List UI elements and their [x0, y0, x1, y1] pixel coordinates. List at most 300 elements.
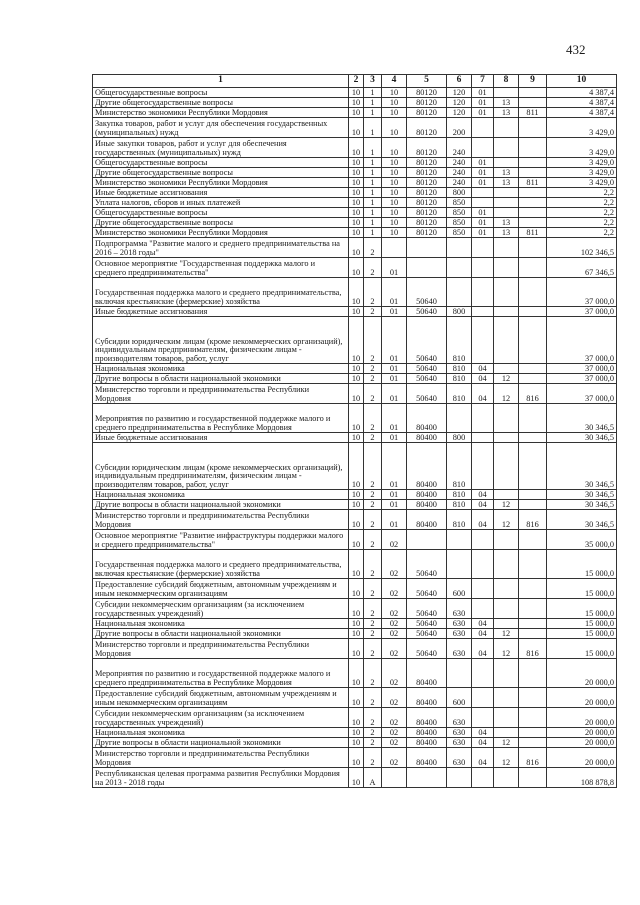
code-cell: 13: [494, 228, 519, 238]
code-cell: 2: [364, 404, 382, 433]
header-cell: 10: [547, 75, 617, 88]
table-row: [93, 364, 617, 374]
code-cell: 12: [494, 639, 519, 659]
amount-cell: 2,2: [547, 188, 617, 198]
code-cell: 13: [494, 218, 519, 228]
code-cell: 80400: [407, 500, 447, 510]
code-cell: [494, 118, 519, 138]
code-cell: 01: [472, 168, 494, 178]
code-cell: [447, 550, 472, 579]
code-cell: 80120: [407, 158, 447, 168]
code-cell: [472, 599, 494, 619]
code-cell: [407, 238, 447, 258]
code-cell: 01: [382, 258, 407, 278]
amount-cell: 20 000,0: [547, 728, 617, 738]
table-row: [93, 178, 617, 188]
code-cell: 02: [382, 550, 407, 579]
code-cell: [519, 768, 547, 788]
code-cell: 120: [447, 88, 472, 98]
code-cell: 10: [382, 218, 407, 228]
row-name-cell: Министерство торговли и предпринимательства Республики Мордовия: [93, 510, 349, 530]
row-name-cell: Другие вопросы в области национальной экономики: [93, 500, 349, 510]
code-cell: [472, 550, 494, 579]
code-cell: [472, 768, 494, 788]
amount-cell: 15 000,0: [547, 579, 617, 599]
code-cell: [472, 317, 494, 364]
code-cell: 80120: [407, 118, 447, 138]
table-row: [93, 228, 617, 238]
code-cell: 2: [364, 599, 382, 619]
header-cell: 5: [407, 75, 447, 88]
code-cell: 02: [382, 659, 407, 688]
amount-cell: 15 000,0: [547, 619, 617, 629]
code-cell: [472, 579, 494, 599]
code-cell: [447, 278, 472, 307]
code-cell: [519, 530, 547, 550]
code-cell: [472, 238, 494, 258]
code-cell: [494, 619, 519, 629]
table-row: [93, 659, 617, 688]
amount-cell: 30 346,5: [547, 443, 617, 490]
code-cell: 50640: [407, 579, 447, 599]
row-name-cell: Национальная экономика: [93, 619, 349, 629]
code-cell: 10: [382, 168, 407, 178]
code-cell: [472, 278, 494, 307]
table-row: [93, 278, 617, 307]
code-cell: 10: [349, 510, 364, 530]
amount-cell: 3 429,0: [547, 178, 617, 188]
code-cell: 2: [364, 238, 382, 258]
code-cell: [519, 738, 547, 748]
code-cell: 50640: [407, 317, 447, 364]
code-cell: 80120: [407, 208, 447, 218]
code-cell: 50640: [407, 364, 447, 374]
page-number: 432: [566, 42, 586, 57]
code-cell: [519, 258, 547, 278]
code-cell: [519, 88, 547, 98]
code-cell: 50640: [407, 629, 447, 639]
table-row: [93, 188, 617, 198]
code-cell: 816: [519, 639, 547, 659]
row-name-cell: Мероприятия по развитию и государственной поддержке малого и среднего предпринимательства в Республике Мордовия: [93, 659, 349, 688]
row-name-cell: Министерство торговли и предпринимательства Республики Мордовия: [93, 639, 349, 659]
code-cell: [494, 317, 519, 364]
row-name-cell: Общегосударственные вопросы: [93, 158, 349, 168]
header-cell: 9: [519, 75, 547, 88]
code-cell: 850: [447, 208, 472, 218]
budget-table: [92, 74, 617, 788]
code-cell: 10: [349, 158, 364, 168]
code-cell: 810: [447, 443, 472, 490]
table-row: [93, 138, 617, 158]
code-cell: 02: [382, 748, 407, 768]
table-row: [93, 728, 617, 738]
code-cell: 02: [382, 708, 407, 728]
code-cell: [494, 208, 519, 218]
row-name-cell: Министерство экономики Республики Мордовия: [93, 108, 349, 118]
amount-cell: 37 000,0: [547, 278, 617, 307]
code-cell: А: [364, 768, 382, 788]
code-cell: 10: [349, 599, 364, 619]
code-cell: 80400: [407, 728, 447, 738]
code-cell: 120: [447, 98, 472, 108]
code-cell: [472, 433, 494, 443]
code-cell: 1: [364, 168, 382, 178]
code-cell: [494, 278, 519, 307]
code-cell: 01: [382, 510, 407, 530]
code-cell: 10: [349, 639, 364, 659]
code-cell: 80400: [407, 404, 447, 433]
amount-cell: 2,2: [547, 228, 617, 238]
code-cell: [494, 364, 519, 374]
row-name-cell: Иные бюджетные ассигнования: [93, 433, 349, 443]
code-cell: 04: [472, 728, 494, 738]
code-cell: [494, 88, 519, 98]
code-cell: 01: [472, 88, 494, 98]
header-cell: 2: [349, 75, 364, 88]
code-cell: 2: [364, 490, 382, 500]
code-cell: 10: [382, 188, 407, 198]
code-cell: 12: [494, 738, 519, 748]
row-name-cell: Министерство экономики Республики Мордовия: [93, 178, 349, 188]
row-name-cell: Министерство торговли и предпринимательства Республики Мордовия: [93, 384, 349, 404]
code-cell: 80400: [407, 433, 447, 443]
amount-cell: 37 000,0: [547, 307, 617, 317]
row-name-cell: Другие вопросы в области национальной экономики: [93, 374, 349, 384]
code-cell: 2: [364, 619, 382, 629]
code-cell: 810: [447, 364, 472, 374]
header-cell: 7: [472, 75, 494, 88]
code-cell: 630: [447, 629, 472, 639]
code-cell: 04: [472, 364, 494, 374]
code-cell: 10: [349, 374, 364, 384]
amount-cell: 4 387,4: [547, 98, 617, 108]
code-cell: [447, 530, 472, 550]
code-cell: 10: [382, 118, 407, 138]
code-cell: 50640: [407, 307, 447, 317]
code-cell: 630: [447, 619, 472, 629]
code-cell: 80400: [407, 748, 447, 768]
row-name-cell: Субсидии некоммерческим организациям (за исключением государственных учреждений): [93, 599, 349, 619]
code-cell: 01: [382, 384, 407, 404]
table-row: [93, 550, 617, 579]
amount-cell: 30 346,5: [547, 433, 617, 443]
code-cell: 10: [382, 138, 407, 158]
code-cell: 80120: [407, 228, 447, 238]
code-cell: [407, 530, 447, 550]
code-cell: [494, 433, 519, 443]
code-cell: 80400: [407, 688, 447, 708]
table-row: [93, 530, 617, 550]
code-cell: 10: [349, 728, 364, 738]
code-cell: 04: [472, 639, 494, 659]
header-cell: 3: [364, 75, 382, 88]
table-row: [93, 708, 617, 728]
amount-cell: 3 429,0: [547, 168, 617, 178]
code-cell: 120: [447, 108, 472, 118]
code-cell: 02: [382, 629, 407, 639]
code-cell: [519, 619, 547, 629]
row-name-cell: Общегосударственные вопросы: [93, 88, 349, 98]
code-cell: 630: [447, 639, 472, 659]
code-cell: 50640: [407, 384, 447, 404]
code-cell: 10: [349, 708, 364, 728]
code-cell: [494, 307, 519, 317]
code-cell: 10: [349, 218, 364, 228]
table-row: [93, 317, 617, 364]
code-cell: [519, 158, 547, 168]
header-cell: 1: [93, 75, 349, 88]
row-name-cell: Другие вопросы в области национальной экономики: [93, 738, 349, 748]
code-cell: [494, 258, 519, 278]
code-cell: 50640: [407, 278, 447, 307]
code-cell: 50640: [407, 374, 447, 384]
code-cell: [494, 443, 519, 490]
code-cell: 2: [364, 708, 382, 728]
code-cell: 816: [519, 384, 547, 404]
code-cell: [519, 728, 547, 738]
table-row: [93, 98, 617, 108]
code-cell: 50640: [407, 599, 447, 619]
table-row: [93, 619, 617, 629]
code-cell: [494, 659, 519, 688]
code-cell: 800: [447, 433, 472, 443]
code-cell: 80400: [407, 443, 447, 490]
code-cell: 10: [382, 98, 407, 108]
amount-cell: 3 429,0: [547, 118, 617, 138]
amount-cell: 20 000,0: [547, 738, 617, 748]
code-cell: 02: [382, 619, 407, 629]
code-cell: 1: [364, 218, 382, 228]
code-cell: 10: [349, 768, 364, 788]
code-cell: [494, 404, 519, 433]
code-cell: [472, 258, 494, 278]
code-cell: 80120: [407, 198, 447, 208]
code-cell: 2: [364, 258, 382, 278]
code-cell: 10: [349, 118, 364, 138]
code-cell: 1: [364, 228, 382, 238]
code-cell: 10: [349, 317, 364, 364]
table-row: [93, 218, 617, 228]
code-cell: [519, 443, 547, 490]
code-cell: [519, 659, 547, 688]
amount-cell: 37 000,0: [547, 384, 617, 404]
code-cell: 80400: [407, 659, 447, 688]
code-cell: [494, 579, 519, 599]
code-cell: 10: [349, 748, 364, 768]
code-cell: 2: [364, 629, 382, 639]
code-cell: [519, 433, 547, 443]
code-cell: 10: [349, 619, 364, 629]
code-cell: 02: [382, 639, 407, 659]
code-cell: 630: [447, 738, 472, 748]
code-cell: [472, 708, 494, 728]
code-cell: [519, 599, 547, 619]
code-cell: 13: [494, 98, 519, 108]
code-cell: 810: [447, 384, 472, 404]
code-cell: 10: [349, 208, 364, 218]
code-cell: 630: [447, 599, 472, 619]
table-row: [93, 599, 617, 619]
code-cell: 1: [364, 178, 382, 188]
amount-cell: 67 346,5: [547, 258, 617, 278]
table-row: [93, 258, 617, 278]
code-cell: 10: [349, 178, 364, 188]
amount-cell: 3 429,0: [547, 158, 617, 168]
table-row: [93, 158, 617, 168]
code-cell: [472, 198, 494, 208]
code-cell: [407, 768, 447, 788]
row-name-cell: Республиканская целевая программа развития Республики Мордовия на 2013 - 2018 годы: [93, 768, 349, 788]
code-cell: 12: [494, 374, 519, 384]
code-cell: 10: [382, 228, 407, 238]
code-cell: [407, 258, 447, 278]
table-row: [93, 307, 617, 317]
row-name-cell: Другие общегосударственные вопросы: [93, 218, 349, 228]
code-cell: [519, 364, 547, 374]
code-cell: 2: [364, 738, 382, 748]
row-name-cell: Закупка товаров, работ и услуг для обеспечения государственных (муниципальных) нужд: [93, 118, 349, 138]
amount-cell: 4 387,4: [547, 88, 617, 98]
code-cell: 10: [349, 258, 364, 278]
amount-cell: 30 346,5: [547, 500, 617, 510]
code-cell: [447, 768, 472, 788]
code-cell: 2: [364, 530, 382, 550]
code-cell: 01: [382, 443, 407, 490]
code-cell: 240: [447, 178, 472, 188]
code-cell: 2: [364, 307, 382, 317]
code-cell: 01: [382, 490, 407, 500]
code-cell: 10: [349, 278, 364, 307]
code-cell: 10: [349, 629, 364, 639]
row-name-cell: Основное мероприятие "Развитие инфраструктуры поддержки малого и среднего предпринимательства": [93, 530, 349, 550]
budget-table-body: [93, 75, 617, 788]
row-name-cell: Национальная экономика: [93, 490, 349, 500]
code-cell: 10: [349, 530, 364, 550]
table-row: [93, 404, 617, 433]
code-cell: 13: [494, 168, 519, 178]
code-cell: 2: [364, 374, 382, 384]
amount-cell: 15 000,0: [547, 629, 617, 639]
code-cell: 811: [519, 228, 547, 238]
code-cell: 10: [349, 88, 364, 98]
code-cell: [494, 238, 519, 258]
code-cell: 01: [382, 500, 407, 510]
code-cell: 10: [382, 88, 407, 98]
code-cell: [472, 659, 494, 688]
row-name-cell: Иные закупки товаров, работ и услуг для обеспечения государственных (муниципальных) нужд: [93, 138, 349, 158]
code-cell: 600: [447, 579, 472, 599]
code-cell: [519, 708, 547, 728]
code-cell: 12: [494, 629, 519, 639]
table-row: [93, 579, 617, 599]
code-cell: 810: [447, 510, 472, 530]
code-cell: [494, 728, 519, 738]
amount-cell: 20 000,0: [547, 748, 617, 768]
table-row: [93, 384, 617, 404]
header-cell: 6: [447, 75, 472, 88]
code-cell: 10: [382, 178, 407, 188]
code-cell: 50640: [407, 550, 447, 579]
amount-cell: 15 000,0: [547, 550, 617, 579]
code-cell: [494, 198, 519, 208]
code-cell: 10: [349, 443, 364, 490]
code-cell: 1: [364, 88, 382, 98]
code-cell: 10: [349, 550, 364, 579]
code-cell: 01: [382, 433, 407, 443]
row-name-cell: Субсидии юридическим лицам (кроме некоммерческих организаций), индивидуальным предпринимателям, физическим лицам - производителям товаров, работ, услуг: [93, 317, 349, 364]
code-cell: 2: [364, 278, 382, 307]
amount-cell: 102 346,5: [547, 238, 617, 258]
code-cell: 1: [364, 188, 382, 198]
code-cell: 01: [382, 317, 407, 364]
code-cell: [472, 138, 494, 158]
table-row: [93, 433, 617, 443]
code-cell: 04: [472, 384, 494, 404]
table-row: [93, 168, 617, 178]
code-cell: [519, 238, 547, 258]
code-cell: 2: [364, 639, 382, 659]
row-name-cell: Подпрограмма "Развитие малого и среднего предпринимательства на 2016 – 2018 годы": [93, 238, 349, 258]
code-cell: [494, 708, 519, 728]
code-cell: 04: [472, 619, 494, 629]
header-cell: 4: [382, 75, 407, 88]
row-name-cell: Уплата налогов, сборов и иных платежей: [93, 198, 349, 208]
code-cell: 10: [349, 228, 364, 238]
table-row: [93, 510, 617, 530]
code-cell: 850: [447, 228, 472, 238]
code-cell: 01: [382, 307, 407, 317]
code-cell: [447, 238, 472, 258]
code-cell: 10: [349, 688, 364, 708]
code-cell: 01: [472, 228, 494, 238]
code-cell: [519, 188, 547, 198]
row-name-cell: Предоставление субсидий бюджетным, автономным учреждениям и иным некоммерческим организациям: [93, 688, 349, 708]
row-name-cell: Мероприятия по развитию и государственной поддержке малого и среднего предпринимательства в Республике Мордовия: [93, 404, 349, 433]
amount-cell: 30 346,5: [547, 510, 617, 530]
amount-cell: 2,2: [547, 218, 617, 228]
code-cell: [494, 158, 519, 168]
code-cell: 2: [364, 500, 382, 510]
code-cell: 850: [447, 218, 472, 228]
table-row: [93, 500, 617, 510]
code-cell: 01: [472, 108, 494, 118]
code-cell: 80400: [407, 708, 447, 728]
code-cell: [494, 138, 519, 158]
code-cell: 810: [447, 317, 472, 364]
amount-cell: 15 000,0: [547, 639, 617, 659]
code-cell: [382, 768, 407, 788]
code-cell: 800: [447, 307, 472, 317]
code-cell: [494, 188, 519, 198]
code-cell: [519, 550, 547, 579]
code-cell: 630: [447, 708, 472, 728]
code-cell: 50640: [407, 639, 447, 659]
code-cell: 630: [447, 748, 472, 768]
code-cell: [519, 317, 547, 364]
row-name-cell: Национальная экономика: [93, 364, 349, 374]
code-cell: 2: [364, 443, 382, 490]
code-cell: [382, 238, 407, 258]
code-cell: 12: [494, 384, 519, 404]
code-cell: 10: [349, 579, 364, 599]
code-cell: 800: [447, 188, 472, 198]
code-cell: 2: [364, 364, 382, 374]
amount-cell: 30 346,5: [547, 404, 617, 433]
amount-cell: 15 000,0: [547, 599, 617, 619]
row-name-cell: Субсидии юридическим лицам (кроме некоммерческих организаций), индивидуальным предпринимателям, физическим лицам - производителям товаров, работ, услуг: [93, 443, 349, 490]
code-cell: 240: [447, 168, 472, 178]
